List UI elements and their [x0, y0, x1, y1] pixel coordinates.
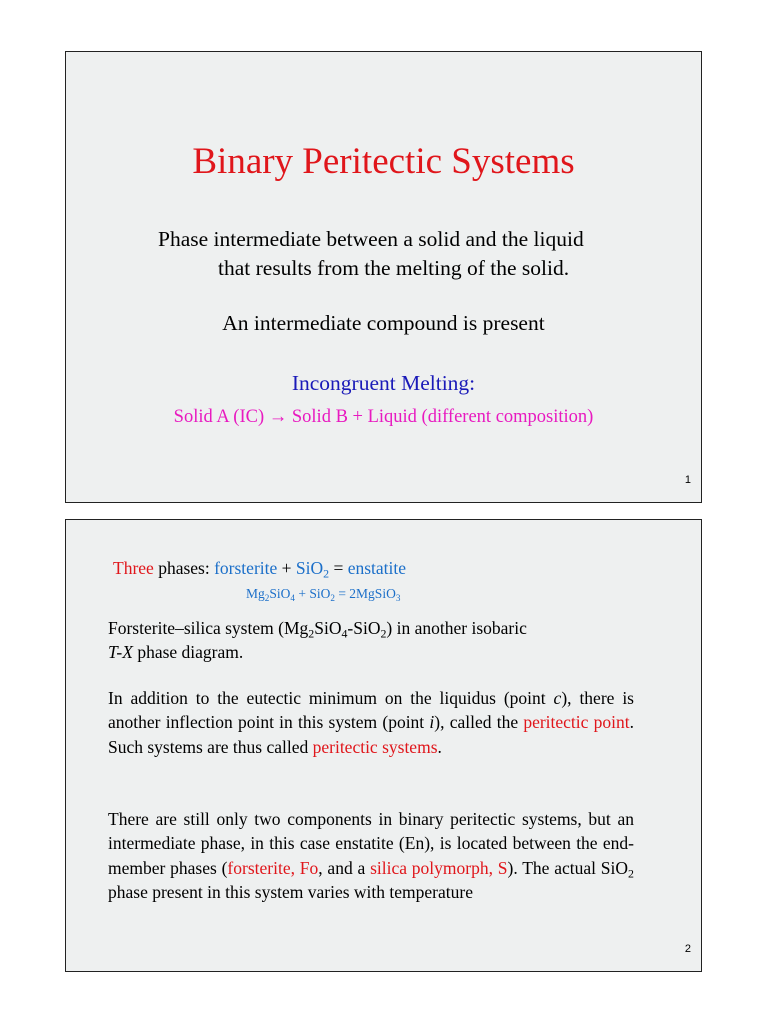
enstatite-term: enstatite: [347, 558, 407, 578]
three-label: Three: [113, 558, 154, 578]
incongruent-melting-heading: Incongruent Melting:: [291, 371, 476, 395]
compound-statement: An intermediate compound is present: [222, 311, 545, 335]
paragraph-components: There are still only two components in binary peritectic systems, but an intermediate phase, in this case enstatite (En), is located between the end-member phases (forsterite, Fo, and a silica polymorph, S). The actual SiO$_2$ phase present in this system varies with temperature: [108, 809, 634, 902]
silica-polymorph-term: silica polymorph, S: [370, 857, 508, 878]
melting-reaction: Solid A (IC) → Solid B + Liquid (different composition): [173, 407, 594, 427]
chemical-equation: $Mg_2SiO_4 + SiO_2$ = 2MgSiO$_3$: [246, 586, 401, 603]
intro-line-1: Phase intermediate between a solid and the liquid: [158, 227, 584, 251]
plus-sign: +: [277, 558, 296, 578]
paragraph-peritectic-point: In addition to the eutectic minimum on the liquidus (point c), there is another inflection point in this system (point i), called the peritectic point. Such systems are thus called peritectic systems.: [108, 688, 634, 757]
three-phases-line: [113, 558, 406, 579]
equals-sign: =: [329, 558, 348, 578]
slide-2: [65, 519, 702, 972]
phases-label: phases:: [153, 558, 215, 578]
paragraph-system: Forsterite–silica system $(Mg_2SiO_4-SiO_2)$ in another isobaric T-X phase diagram.: [108, 618, 527, 663]
intro-line-2: that results from the melting of the solid.: [218, 256, 570, 280]
page-number: 1: [684, 474, 691, 486]
peritectic-point-term: peritectic point: [523, 712, 630, 733]
peritectic-systems-term: peritectic systems: [312, 736, 438, 757]
slide-1: [65, 51, 702, 503]
forsterite-term: forsterite: [214, 558, 278, 578]
slide-title: Binary Peritectic Systems: [192, 141, 575, 182]
page-number: 2: [684, 943, 691, 955]
forsterite-fo-term: forsterite, Fo: [227, 857, 319, 878]
sio2-term: SiO$_2$: [295, 558, 330, 581]
